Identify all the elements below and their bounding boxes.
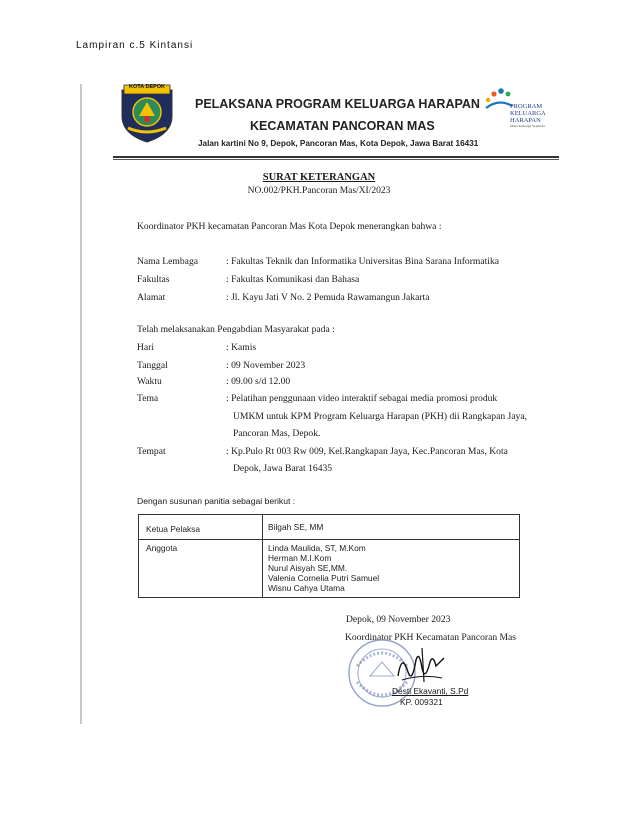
chair-name: Bilgah SE, MM [268,522,324,532]
letterhead-title: PELAKSANA PROGRAM KELUARGA HARAPAN [195,97,480,111]
time-value: : 09.00 s/d 12.00 [226,376,291,387]
letter-number: NO.002/PKH.Pancoran Mas/XI/2023 [247,186,391,196]
pkh-logo-line3: HARAPAN [510,117,541,124]
emblem-label: KOTA DEPOK [128,84,166,90]
letterhead-rule-thick [113,156,559,158]
letter-title: SURAT KETERANGAN [262,172,376,183]
faculty-label: Fakultas [137,274,170,285]
chair-role: Ketua Pelaksa [146,524,201,534]
day-value: : Kamis [226,342,257,353]
member-name: Nurul Aisyah SE,MM. [268,563,348,573]
member-role: Anggota [146,543,178,553]
pkh-logo-tagline: Masa Keluarga Sejahtera [510,124,546,128]
date-value: : 09 November 2023 [226,360,306,371]
committee-intro: Dengan susunan panitia sebagai berikut : [137,496,296,506]
place-label: Tempat [137,446,166,457]
signatory-id: KP. 009321 [400,697,443,707]
member-name: Valenia Cornelia Putri Samuel [268,573,380,583]
pkh-logo-text [510,103,546,129]
letterhead-address: Jalan kartini No 9, Depok, Pancoran Mas, Kota Depok, Jawa Barat 16431 [198,139,479,148]
theme-line1: : Pelatihan penggunaan video interaktif sebagai media promosi produk [226,393,498,404]
kota-depok-emblem-icon [116,82,178,144]
member-name: Herman M.I.Kom [268,553,332,563]
place-line1: : Kp.Pulo Rt 003 Rw 009, Kel.Rangkapan Jaya, Kec.Pancoran Mas, Kota [226,446,508,457]
place-line2: Depok, Jawa Barat 16435 [233,463,333,474]
table-column-divider [262,515,263,597]
address-label: Alamat [137,292,166,303]
date-label: Tanggal [137,360,168,371]
theme-label: Tema [137,393,159,404]
pkh-logo-line2: KELUARGA [510,110,546,117]
institution-name-value: : Fakultas Teknik dan Informatika Universitas Bina Sarana Informatika [226,256,500,267]
table-row-divider [139,539,519,540]
letter-intro: Koordinator PKH kecamatan Pancoran Mas Kota Depok menerangkan bahwa : [137,221,442,232]
place-date: Depok, 09 November 2023 [346,614,451,625]
theme-line2: UMKM untuk KPM Program Keluarga Harapan (PKH) dii Rangkapan Jaya, [233,411,527,422]
attachment-caption: Lampiran c.5 Kintansi [76,40,194,51]
activity-intro: Telah melaksanakan Pengabdian Masyarakat pada : [137,324,335,335]
member-name: Linda Maulida, ST, M.Kom [268,543,366,553]
letterhead-subtitle: KECAMATAN PANCORAN MAS [250,119,435,133]
theme-line3: Pancoran Mas, Depok. [233,428,321,439]
signatory-position: Koordinator PKH Kecamatan Pancoran Mas [345,632,517,643]
committee-table [138,514,520,598]
institution-name-label: Nama Lembaga [137,256,198,267]
day-label: Hari [137,342,155,353]
faculty-value: : Fakultas Komunikasi dan Bahasa [226,274,360,285]
letterhead-rule-thin [113,159,559,160]
member-name: Wisnu Cahya Utama [268,583,345,593]
time-label: Waktu [137,376,162,387]
signatory-name: Desti Ekavanti, S.Pd [392,686,469,696]
handwritten-signature-icon [392,642,452,688]
address-value: : Jl. Kayu Jati V No. 2 Pemuda Rawamangun Jakarta [226,292,430,303]
pkh-logo-line1: PROGRAM [510,103,543,110]
